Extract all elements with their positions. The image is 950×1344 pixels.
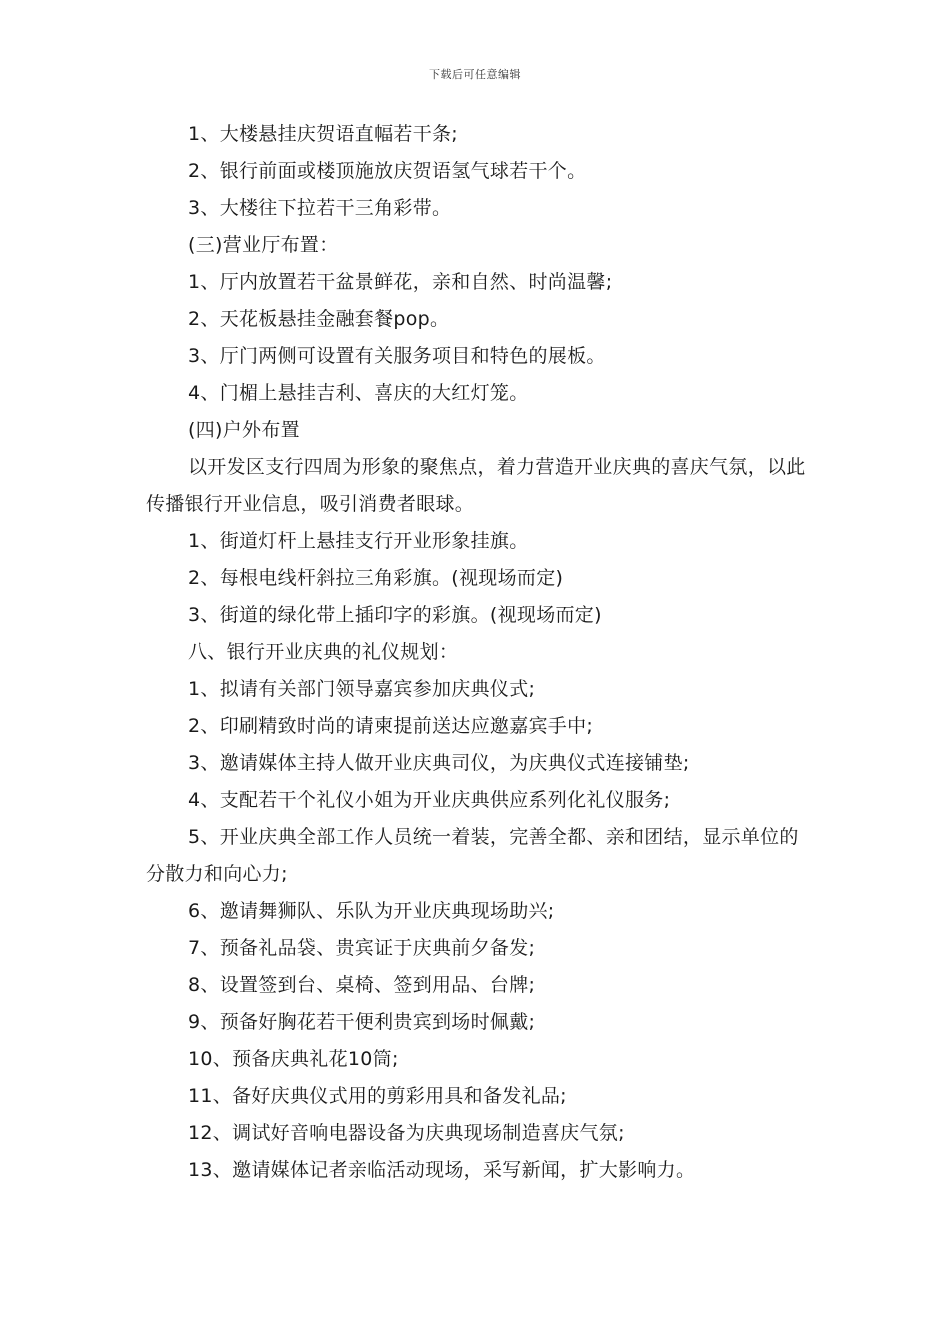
list-item: 3、邀请媒体主持人做开业庆典司仪，为庆典仪式连接铺垫; <box>188 752 690 774</box>
body-paragraph: 以开发区支行四周为形象的聚焦点，着力营造开业庆典的喜庆气氛，以此传播银行开业信息，吸引消费者眼球。 <box>146 456 806 515</box>
list-item: 4、门楣上悬挂吉利、喜庆的大红灯笼。 <box>188 382 529 404</box>
list-item: 2、每根电线杆斜拉三角彩旗。(视现场而定) <box>188 567 564 589</box>
list-item: 13、邀请媒体记者亲临活动现场，采写新闻，扩大影响力。 <box>188 1159 696 1181</box>
list-item: 9、预备好胸花若干便利贵宾到场时佩戴; <box>188 1011 536 1033</box>
list-item: 1、拟请有关部门领导嘉宾参加庆典仪式; <box>188 678 536 700</box>
list-item: 5、开业庆典全部工作人员统一着装，完善全都、亲和团结，显示单位的分散力和向心力; <box>146 826 799 885</box>
page-header: 下载后可任意编辑 <box>429 68 521 81</box>
list-item: 7、预备礼品袋、贵宾证于庆典前夕备发; <box>188 937 536 959</box>
list-item: 1、街道灯杆上悬挂支行开业形象挂旗。 <box>188 530 529 552</box>
document-body <box>146 116 816 1189</box>
list-item: 8、设置签到台、桌椅、签到用品、台牌; <box>188 974 536 996</box>
list-item: 6、邀请舞狮队、乐队为开业庆典现场助兴; <box>188 900 555 922</box>
list-item: 1、大楼悬挂庆贺语直幅若干条; <box>188 123 458 145</box>
section-heading: 八、银行开业庆典的礼仪规划： <box>188 641 459 663</box>
list-item: 3、大楼往下拉若干三角彩带。 <box>188 197 452 219</box>
list-item: 1、厅内放置若干盆景鲜花，亲和自然、时尚温馨; <box>188 271 613 293</box>
list-item: 2、银行前面或楼顶施放庆贺语氢气球若干个。 <box>188 160 587 182</box>
list-item: 12、调试好音响电器设备为庆典现场制造喜庆气氛; <box>188 1122 625 1144</box>
list-item: 2、印刷精致时尚的请柬提前送达应邀嘉宾手中; <box>188 715 594 737</box>
section-heading: (四)户外布置 <box>188 419 300 441</box>
list-item: 2、天花板悬挂金融套餐pop。 <box>188 308 450 330</box>
list-item: 10、预备庆典礼花10筒; <box>188 1048 399 1070</box>
list-item: 11、备好庆典仪式用的剪彩用具和备发礼品; <box>188 1085 567 1107</box>
section-heading: (三)营业厅布置： <box>188 234 339 256</box>
list-item: 3、街道的绿化带上插印字的彩旗。(视现场而定) <box>188 604 602 626</box>
list-item: 3、厅门两侧可设置有关服务项目和特色的展板。 <box>188 345 606 367</box>
list-item: 4、支配若干个礼仪小姐为开业庆典供应系列化礼仪服务; <box>188 789 671 811</box>
